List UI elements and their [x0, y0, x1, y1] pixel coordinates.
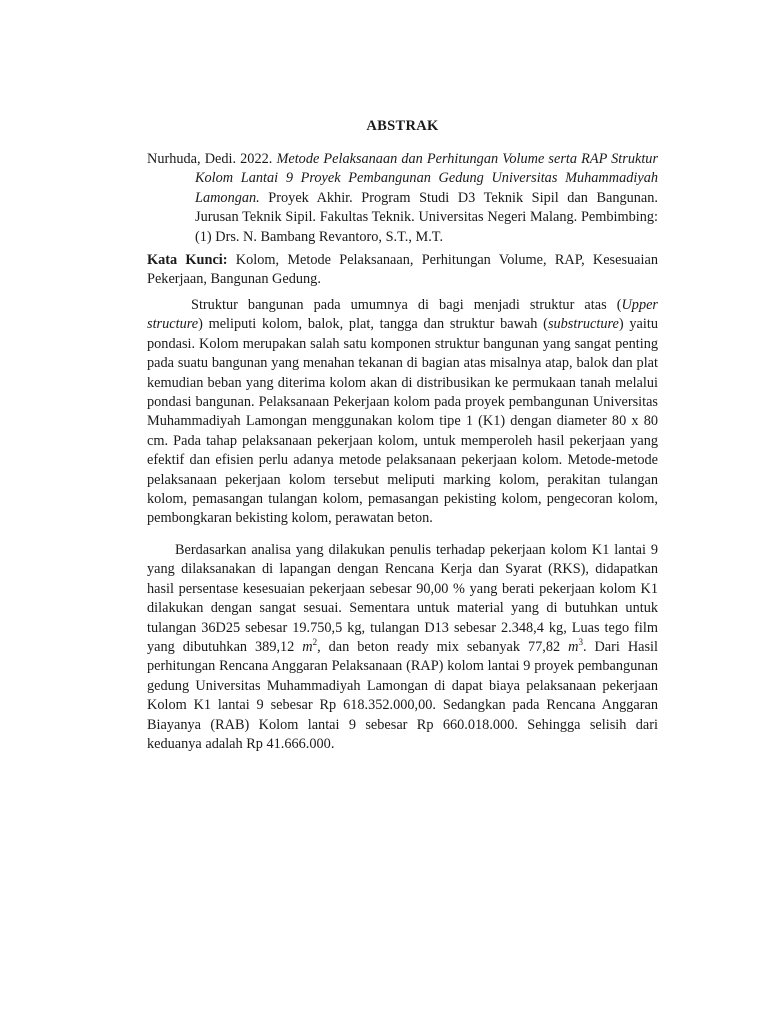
- abstract-title: ABSTRAK: [366, 118, 439, 134]
- citation-work-title: Metode Pelaksanaan dan Perhitungan Volume serta RAP Struktur Kolom Lantai 9 Proyek Pembangunan Gedung Universitas Muhammadiyah Lamongan.: [195, 151, 659, 206]
- paragraph-1-italic-substructure: substructure: [547, 316, 619, 333]
- unit-cubic-meter: m: [568, 639, 579, 656]
- citation-details: Proyek Akhir. Program Studi D3 Teknik Sipil dan Bangunan. Jurusan Teknik Sipil. Fakultas Teknik. Universitas Negeri Malang. Pembimbing: (1) Drs. N. Bambang Revantoro, S.T., M.T.: [195, 189, 658, 245]
- paragraph-2: [147, 541, 658, 754]
- keywords: [147, 251, 658, 290]
- paragraph-1-text-c: ) yaitu pondasi. Kolom merupakan salah satu komponen struktur bangunan yang sangat penting pada suatu bangunan yang menahan tekanan di bagian atas misalnya atap, balok dan plat kemudian beban yang diterima kolom akan di distribusikan ke permukaan tanah melalui pondasi bangunan. Pelaksanaan Pekerjaan kolom pada proyek pembangunan Universitas Muhammadiyah Lamongan menggunakan kolom tipe 1 (K1) dengan diameter 80 x 80 cm. Pada tahap pelaksanaan pekerjaan kolom, untuk memperoleh hasil pekerjaan yang efektif dan efisien perlu adanya metode pelaksanaan pekerjaan kolom. Metode-metode pelaksanaan pekerjaan kolom tersebut meliputi marking kolom, perakitan tulangan kolom, pemasangan tulangan kolom, pemasangan pekisting kolom, pengecoran kolom, pembongkaran bekisting kolom, perawatan beton.: [147, 316, 658, 527]
- citation: [147, 150, 658, 247]
- paragraph-2-text-a: Berdasarkan analisa yang dilakukan penulis terhadap pekerjaan kolom K1 lantai 9 yang dilaksanakan di lapangan dengan Rencana Kerja dan Syarat (RKS), didapatkan hasil persentase kesesuaian pekerjaan sebesar 90,00 % yang berati pekerjaan kolom K1 dilakukan dengan sangat sesuai. Sementara untuk material yang di butuhkan untuk tulangan 36D25 sebesar 19.750,5 kg, tulangan D13 sebesar 2.348,4 kg, Luas tego film yang dibutuhkan 389,12: [147, 542, 658, 656]
- unit-square-meter: m: [302, 639, 313, 656]
- paragraph-2-text-c: . Dari Hasil perhitungan Rencana Anggaran Pelaksanaan (RAP) kolom lantai 9 proyek pembangunan gedung Universitas Muhammadiyah Lamongan di dapat biaya pelaksanaan pekerjaan Kolom K1 lantai 9 sebesar Rp 618.352.000,00. Sedangkan pada Rencana Anggaran Biayanya (RAB) Kolom lantai 9 sebesar Rp 660.018.000. Sehingga selisih dari keduanya adalah Rp 41.666.000.: [147, 639, 658, 753]
- paragraph-2-text-b: , dan beton ready mix sebanyak 77,82: [317, 639, 569, 656]
- citation-author-year: Nurhuda, Dedi. 2022.: [147, 151, 277, 167]
- keywords-label: Kata Kunci:: [147, 252, 228, 268]
- paragraph-1-text-b: ) meliputi kolom, balok, plat, tangga dan struktur bawah (: [198, 316, 548, 333]
- paragraph-1: [147, 296, 658, 529]
- paragraph-1-italic-upper-structure: Upper structure: [147, 297, 658, 333]
- paragraph-1-text-a: Struktur bangunan pada umumnya di bagi menjadi struktur atas (: [191, 297, 622, 313]
- unit-exponent-2: 2: [312, 637, 318, 648]
- unit-exponent-3: 3: [578, 637, 583, 648]
- keywords-text: Kolom, Metode Pelaksanaan, Perhitungan Volume, RAP, Kesesuaian Pekerjaan, Bangunan Gedung.: [147, 252, 658, 288]
